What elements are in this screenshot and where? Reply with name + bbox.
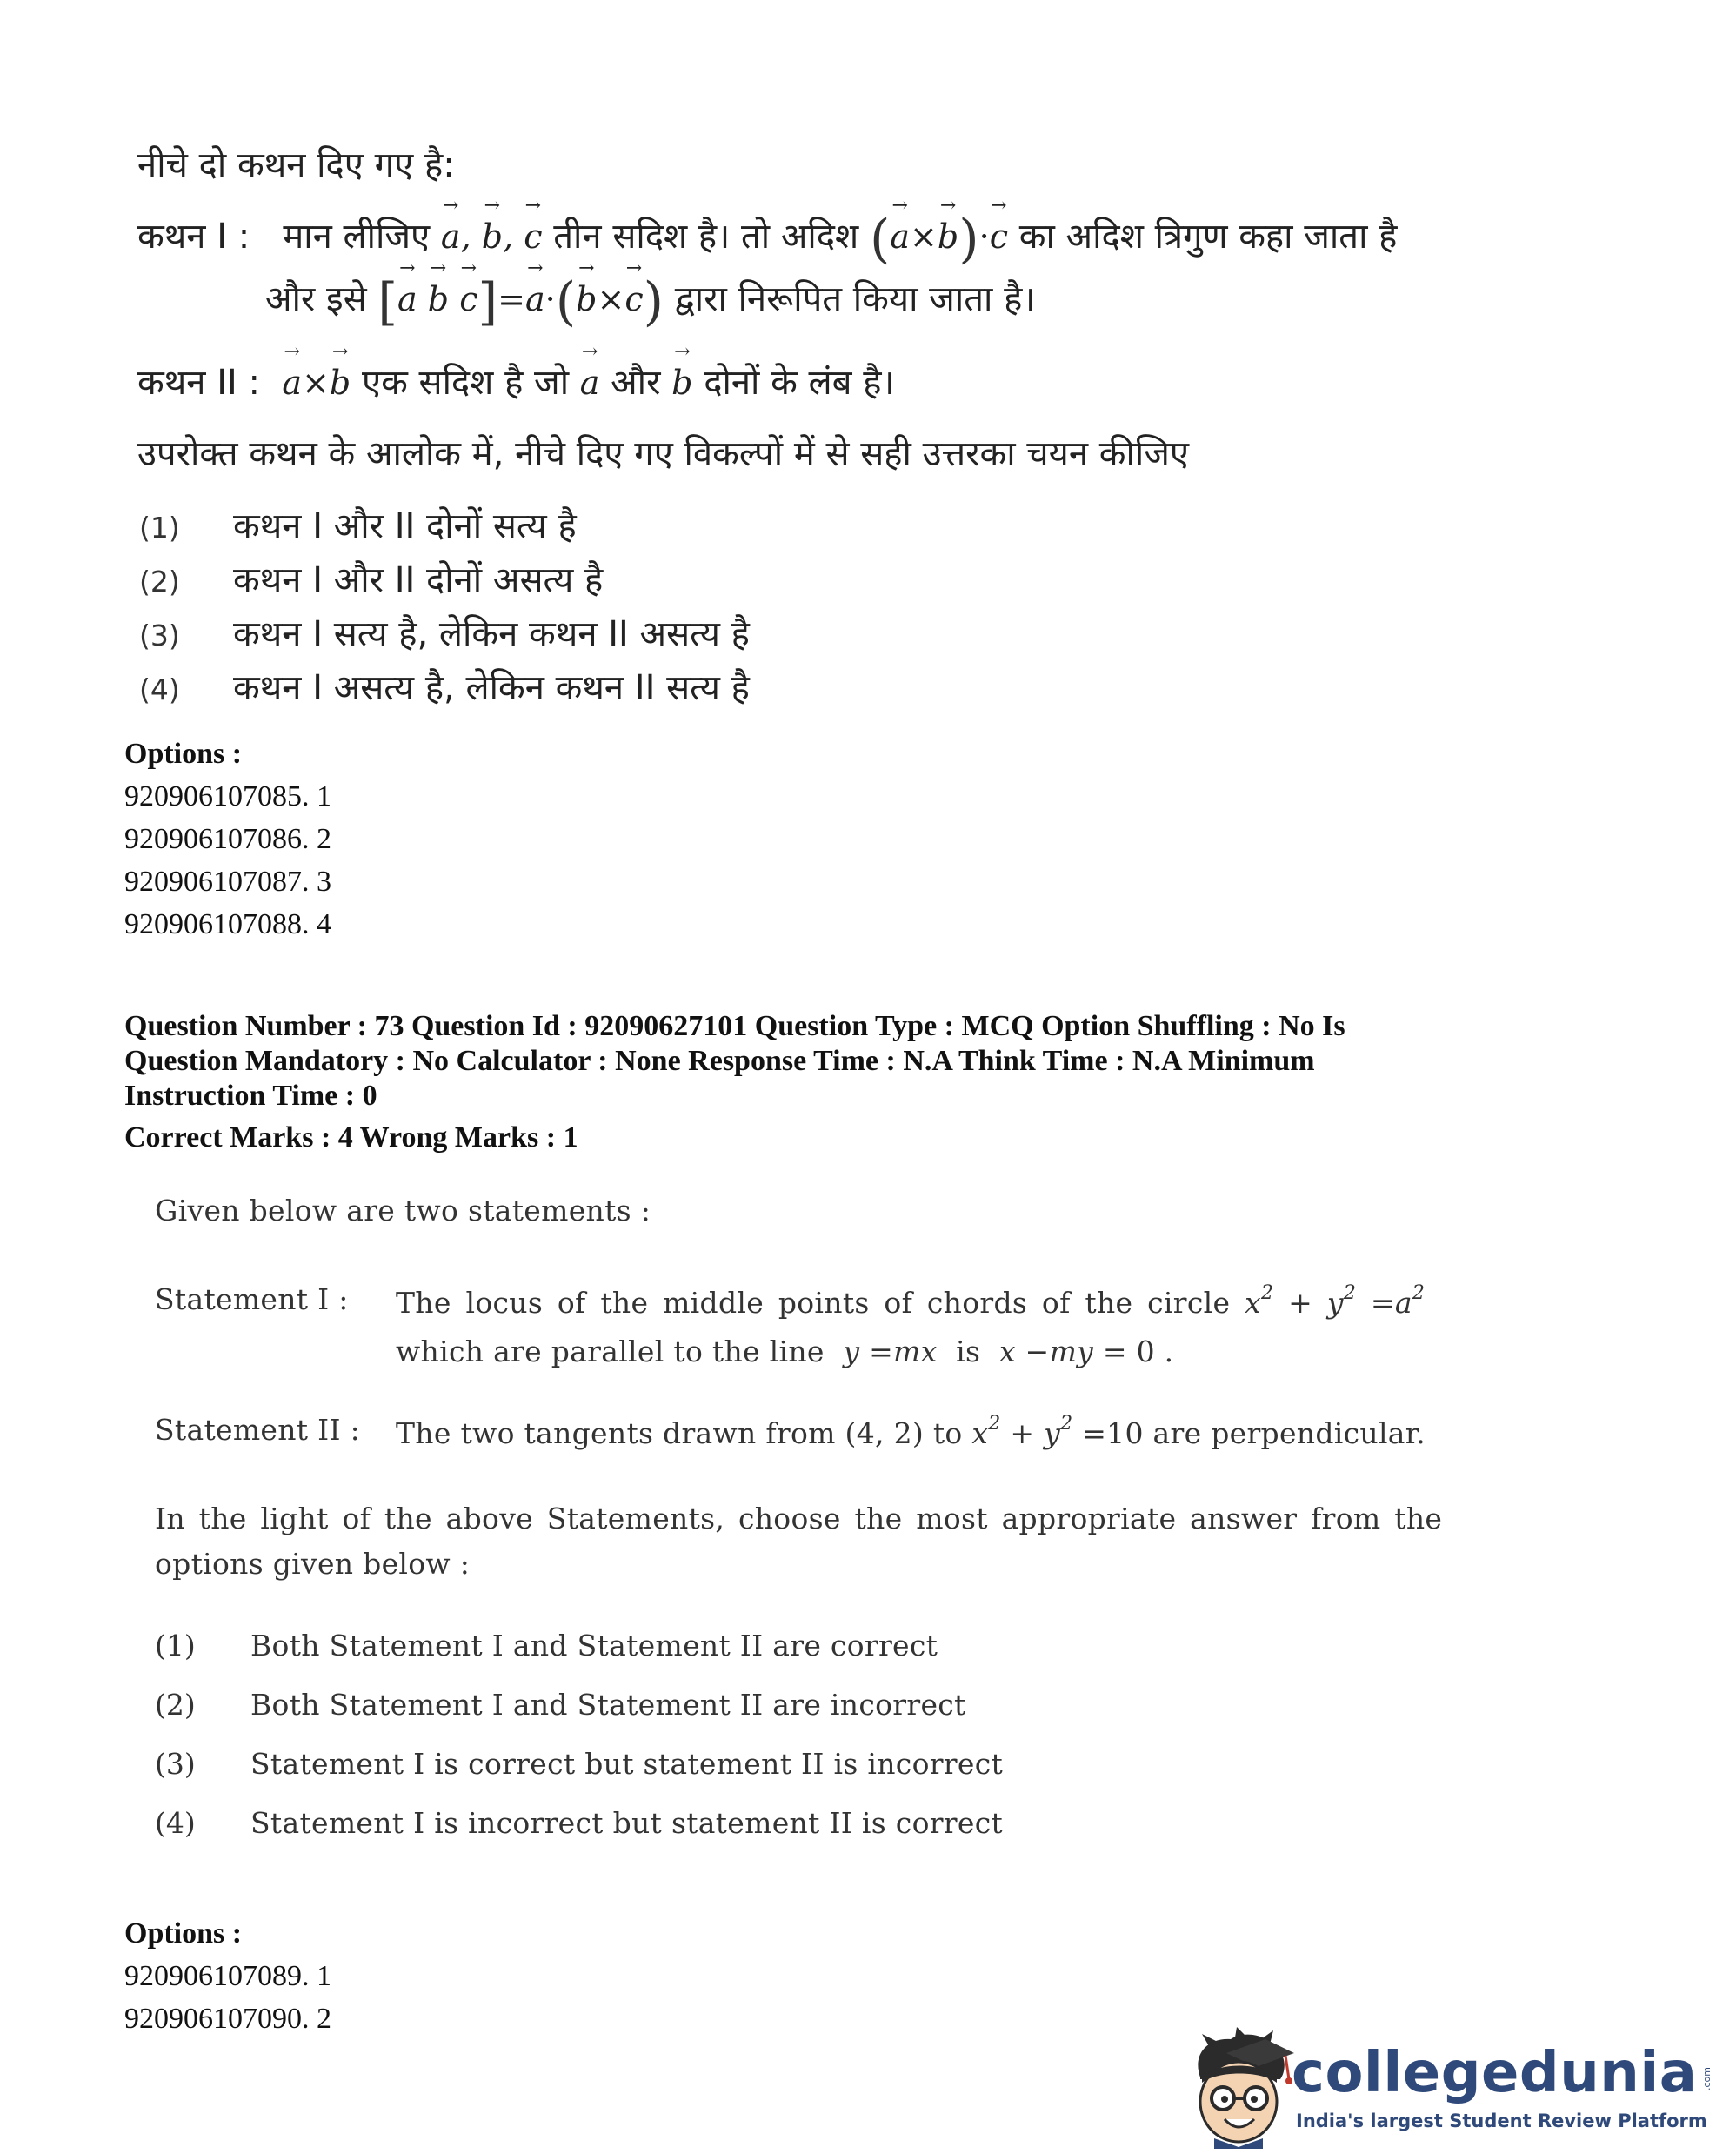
q73-s2-text-b: are perpendicular. xyxy=(1152,1416,1426,1450)
q72-s2-text-b: और xyxy=(611,363,661,403)
q73-choice-4 xyxy=(155,1806,1003,1840)
q73-instruction-l2: options given below : xyxy=(155,1547,471,1581)
q72-s1-line2-a: और इसे xyxy=(265,279,367,319)
q72-option-4: 920906107088. 4 xyxy=(124,908,331,940)
q72-choice-1 xyxy=(139,500,577,548)
q72-intro: नीचे दो कथन दिए गए है: xyxy=(137,145,455,185)
q72-statement-1: कथन I : मान लीजिए → a, → b, → c तीन सदिश है। तो अदिश (→ a×→ b)·→ c का अदिश त्रिगुण कहा जाता है xyxy=(137,209,1397,270)
q73-marks: Correct Marks : 4 Wrong Marks : 1 xyxy=(124,1121,578,1154)
logo-tagline: India's largest Student Review Platform xyxy=(1296,2111,1707,2131)
q72-s1-text-a: मान लीजिए xyxy=(283,217,431,257)
q72-option-1: 920906107085. 1 xyxy=(124,780,331,813)
q73-s1-line2-b: is xyxy=(956,1335,981,1368)
q73-options-label: Options : xyxy=(124,1917,243,1950)
q72-choice-text: कथन I सत्य है, लेकिन कथन II असत्य है xyxy=(233,614,750,654)
q72-s2-label: कथन II : xyxy=(137,363,260,403)
q73-choice-num: (2) xyxy=(155,1688,196,1722)
q72-s2-text-a: एक सदिश है जो xyxy=(361,363,570,403)
q72-instruction: उपरोक्त कथन के आलोक में, नीचे दिए गए विकल्पों में से सही उत्तरका चयन कीजिए xyxy=(137,434,1190,474)
q73-choice-num: (4) xyxy=(155,1806,196,1840)
q72-options-label: Options : xyxy=(124,738,243,770)
logo-wordmark xyxy=(1292,2041,1736,2105)
q73-choice-3 xyxy=(155,1747,1003,1781)
q72-s1-text-b: तीन सदिश है। तो अदिश xyxy=(553,217,859,257)
logo-mascot-icon xyxy=(1183,2027,1296,2149)
q72-choice-text: कथन I असत्य है, लेकिन कथन II सत्य है xyxy=(233,668,750,708)
q72-s1-label: कथन I : xyxy=(137,217,250,257)
q72-choice-2 xyxy=(139,554,603,602)
q73-s1-line2-a: which are parallel to the line xyxy=(396,1335,825,1368)
logo-dotcom: .com xyxy=(1701,2067,1713,2090)
q73-option-2: 920906107090. 2 xyxy=(124,2003,331,2035)
q72-choice-num: (2) xyxy=(139,565,180,599)
q72-option-2: 920906107086. 2 xyxy=(124,823,331,855)
q72-option-3: 920906107087. 3 xyxy=(124,866,331,898)
q73-meta-line3: Instruction Time : 0 xyxy=(124,1080,377,1112)
q72-s1-line2-b: द्वारा निरूपित किया जाता है। xyxy=(674,279,1036,319)
q73-choice-2 xyxy=(155,1688,966,1722)
q73-s2-line: The two tangents drawn from (4, 2) to $x^2 + y^2 =10$ are perpendicular. xyxy=(396,1413,1426,1450)
q72-s2-text-c: दोनों के लंब है। xyxy=(704,363,895,403)
q73-s1-label: Statement I : xyxy=(155,1282,349,1316)
q73-choice-text: Both Statement I and Statement II are incorrect xyxy=(250,1688,966,1722)
q73-intro: Given below are two statements : xyxy=(155,1194,651,1228)
q73-choice-num: (3) xyxy=(155,1747,196,1781)
q73-s1-line2: which are parallel to the line y =mx is x −my = 0 . xyxy=(396,1335,1174,1368)
q73-s1-line1: The locus of the middle points of chords of the circle $x^2 + y^2 =a^2$ xyxy=(396,1282,1426,1320)
q73-meta-line1: Question Number : 73 Question Id : 92090627101 Question Type : MCQ Option Shuffling : No Is xyxy=(124,1010,1345,1042)
q73-choice-1 xyxy=(155,1629,938,1662)
q72-choice-num: (3) xyxy=(139,619,180,652)
q72-statement-1-line2: और इसे [→ a → b → c]=→ a·(→ b×→ c) द्वारा निरूपित किया जाता है। xyxy=(265,271,1035,332)
q73-choice-text: Statement I is incorrect but statement II is correct xyxy=(250,1806,1004,1840)
q72-choice-text: कथन I और II दोनों सत्य है xyxy=(233,506,577,546)
q72-choice-num: (1) xyxy=(139,511,180,545)
q73-s2-text-a: The two tangents drawn from (4, 2) to xyxy=(396,1416,963,1450)
q72-statement-2: कथन II : → a×→ b एक सदिश है जो → a और → b दोनों के लंब है। xyxy=(137,357,895,405)
q73-meta-line2: Question Mandatory : No Calculator : None Response Time : N.A Think Time : N.A Minimum xyxy=(124,1045,1315,1077)
q73-choice-text: Both Statement I and Statement II are correct xyxy=(250,1629,938,1662)
q73-s2-label: Statement II : xyxy=(155,1413,361,1447)
q73-choice-text: Statement I is correct but statement II is incorrect xyxy=(250,1747,1004,1781)
q72-choice-text: कथन I और II दोनों असत्य है xyxy=(233,560,604,600)
q72-choice-3 xyxy=(139,608,750,656)
q73-option-1: 920906107089. 1 xyxy=(124,1960,331,1992)
q72-choice-4 xyxy=(139,662,750,710)
q72-s1-text-c: का अदिश त्रिगुण कहा जाता है xyxy=(1018,217,1398,257)
q72-choice-num: (4) xyxy=(139,672,180,706)
q73-instruction-l1: In the light of the above Statements, choose the most appropriate answer from the xyxy=(155,1502,1443,1535)
q73-s1-line1-text: The locus of the middle points of chords of the circle xyxy=(396,1286,1231,1320)
logo-brand: collegedunia xyxy=(1292,2041,1698,2105)
q73-choice-num: (1) xyxy=(155,1629,196,1662)
